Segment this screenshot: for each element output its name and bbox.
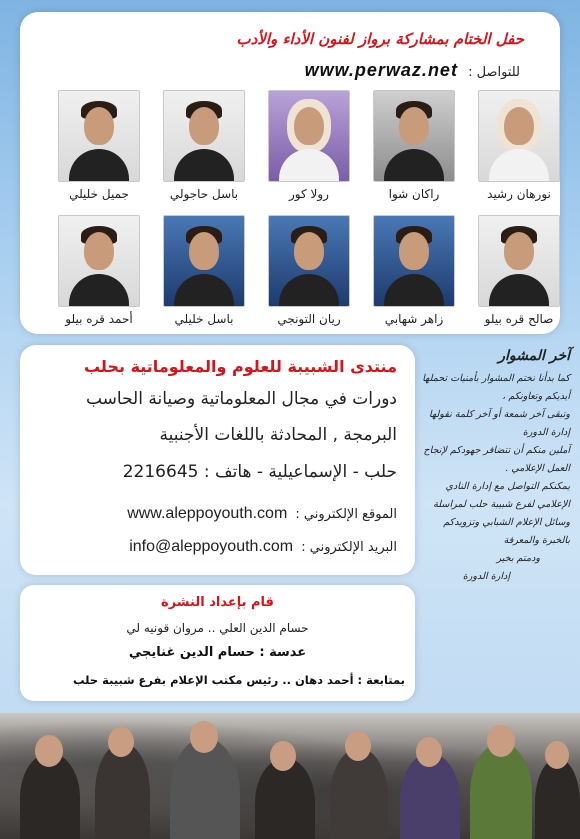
participant-name: رولا كور: [289, 187, 329, 201]
closing-note-paragraph: ودمتم بخير: [496, 553, 540, 564]
courses-line-2: البرمجة , المحادثة باللغات الأجنبية: [159, 425, 397, 445]
participant-name: باسل حاجولي: [169, 187, 239, 201]
email-label: البريد الإلكتروني :: [301, 540, 397, 555]
website-row: [127, 505, 397, 523]
credits-title: قام بإعداد النشرة: [161, 595, 274, 610]
credits-supervisor: بمتابعة : أحمد دهان .. رئيس مكتب الإعلام بفرع شبيبة حلب: [72, 673, 405, 687]
contact-row: [305, 60, 520, 81]
participant-card: [54, 90, 144, 201]
closing-note-signature: إدارة الدورة: [462, 571, 510, 582]
participant-photo: [478, 90, 560, 182]
closing-note-paragraph: وتبقى آخر شمعة أو آخر كلمة نقولها إدارة الدورة: [429, 409, 570, 438]
participant-card: [54, 215, 144, 326]
participant-name: راكان شوا: [388, 187, 440, 201]
participant-name: باسل خليلي: [174, 312, 234, 326]
participant-photo: [268, 215, 350, 307]
participant-photo: [478, 215, 560, 307]
participant-card: [264, 90, 354, 201]
participant-card: [474, 215, 564, 326]
email-row: [129, 538, 397, 556]
event-title: حفل الختام بمشاركة برواز لفنون الأداء والأدب: [236, 30, 524, 48]
participant-name: أحمد قره بيلو: [65, 312, 133, 326]
website-label: الموقع الإلكتروني :: [295, 507, 397, 522]
forum-website-link[interactable]: www.aleppoyouth.com: [127, 505, 288, 522]
participants-panel: [20, 12, 560, 334]
participant-card: [264, 215, 354, 326]
credits-panel: [20, 585, 415, 701]
contact-label: للتواصل :: [468, 65, 520, 80]
participant-card: [159, 215, 249, 326]
participant-name: ريان التونجي: [277, 312, 341, 326]
closing-note-paragraph: كما بدأنا نختم المشوار بأمنيات تحملها أيديكم وتعاونكم ،: [422, 373, 570, 402]
closing-note-paragraph: يمكنكم التواصل مع إدارة النادي الإعلامي لفرع شبيبة حلب لمراسلة وسائل الإعلام الشبابي وتزويدكم بالخبرة والمعرفة: [433, 481, 570, 546]
audience-photo: [0, 713, 580, 839]
participant-photo: [58, 90, 140, 182]
participant-photo: [373, 215, 455, 307]
forum-info-panel: [20, 345, 415, 575]
participant-card: [369, 215, 459, 326]
participant-name: صالح قره بيلو: [484, 312, 554, 326]
participant-name: زاهر شهابي: [384, 312, 444, 326]
participant-card: [474, 90, 564, 201]
forum-email-link[interactable]: info@aleppoyouth.com: [129, 538, 294, 555]
participant-card: [159, 90, 249, 201]
forum-address: حلب - الإسماعيلية - هاتف : 2216645: [122, 462, 397, 482]
participant-photo: [58, 215, 140, 307]
participant-photo: [163, 215, 245, 307]
participant-photo: [163, 90, 245, 182]
participant-photo: [373, 90, 455, 182]
participants-grid: [54, 90, 564, 326]
website-link[interactable]: www.perwaz.net: [304, 60, 458, 80]
credits-editors: حسام الدين العلي .. مروان قونيه لي: [126, 621, 309, 635]
participant-name: جميل خليلي: [69, 187, 129, 201]
closing-note: [420, 348, 570, 586]
credits-photographer: عدسة : حسام الدين غنايجي: [128, 645, 307, 660]
courses-line-1: دورات في مجال المعلوماتية وصيانة الحاسب: [85, 389, 397, 409]
forum-title: منتدى الشبيبة للعلوم والمعلوماتية بحلب: [83, 357, 397, 376]
participant-photo: [268, 90, 350, 182]
participant-card: [369, 90, 459, 201]
closing-note-paragraph: آملين منكم أن تتضافر جهودكم لإنجاح العمل الإعلامي .: [423, 445, 570, 474]
closing-note-title: آخر المشوار: [498, 348, 570, 364]
participant-name: نورهان رشيد: [487, 187, 551, 201]
